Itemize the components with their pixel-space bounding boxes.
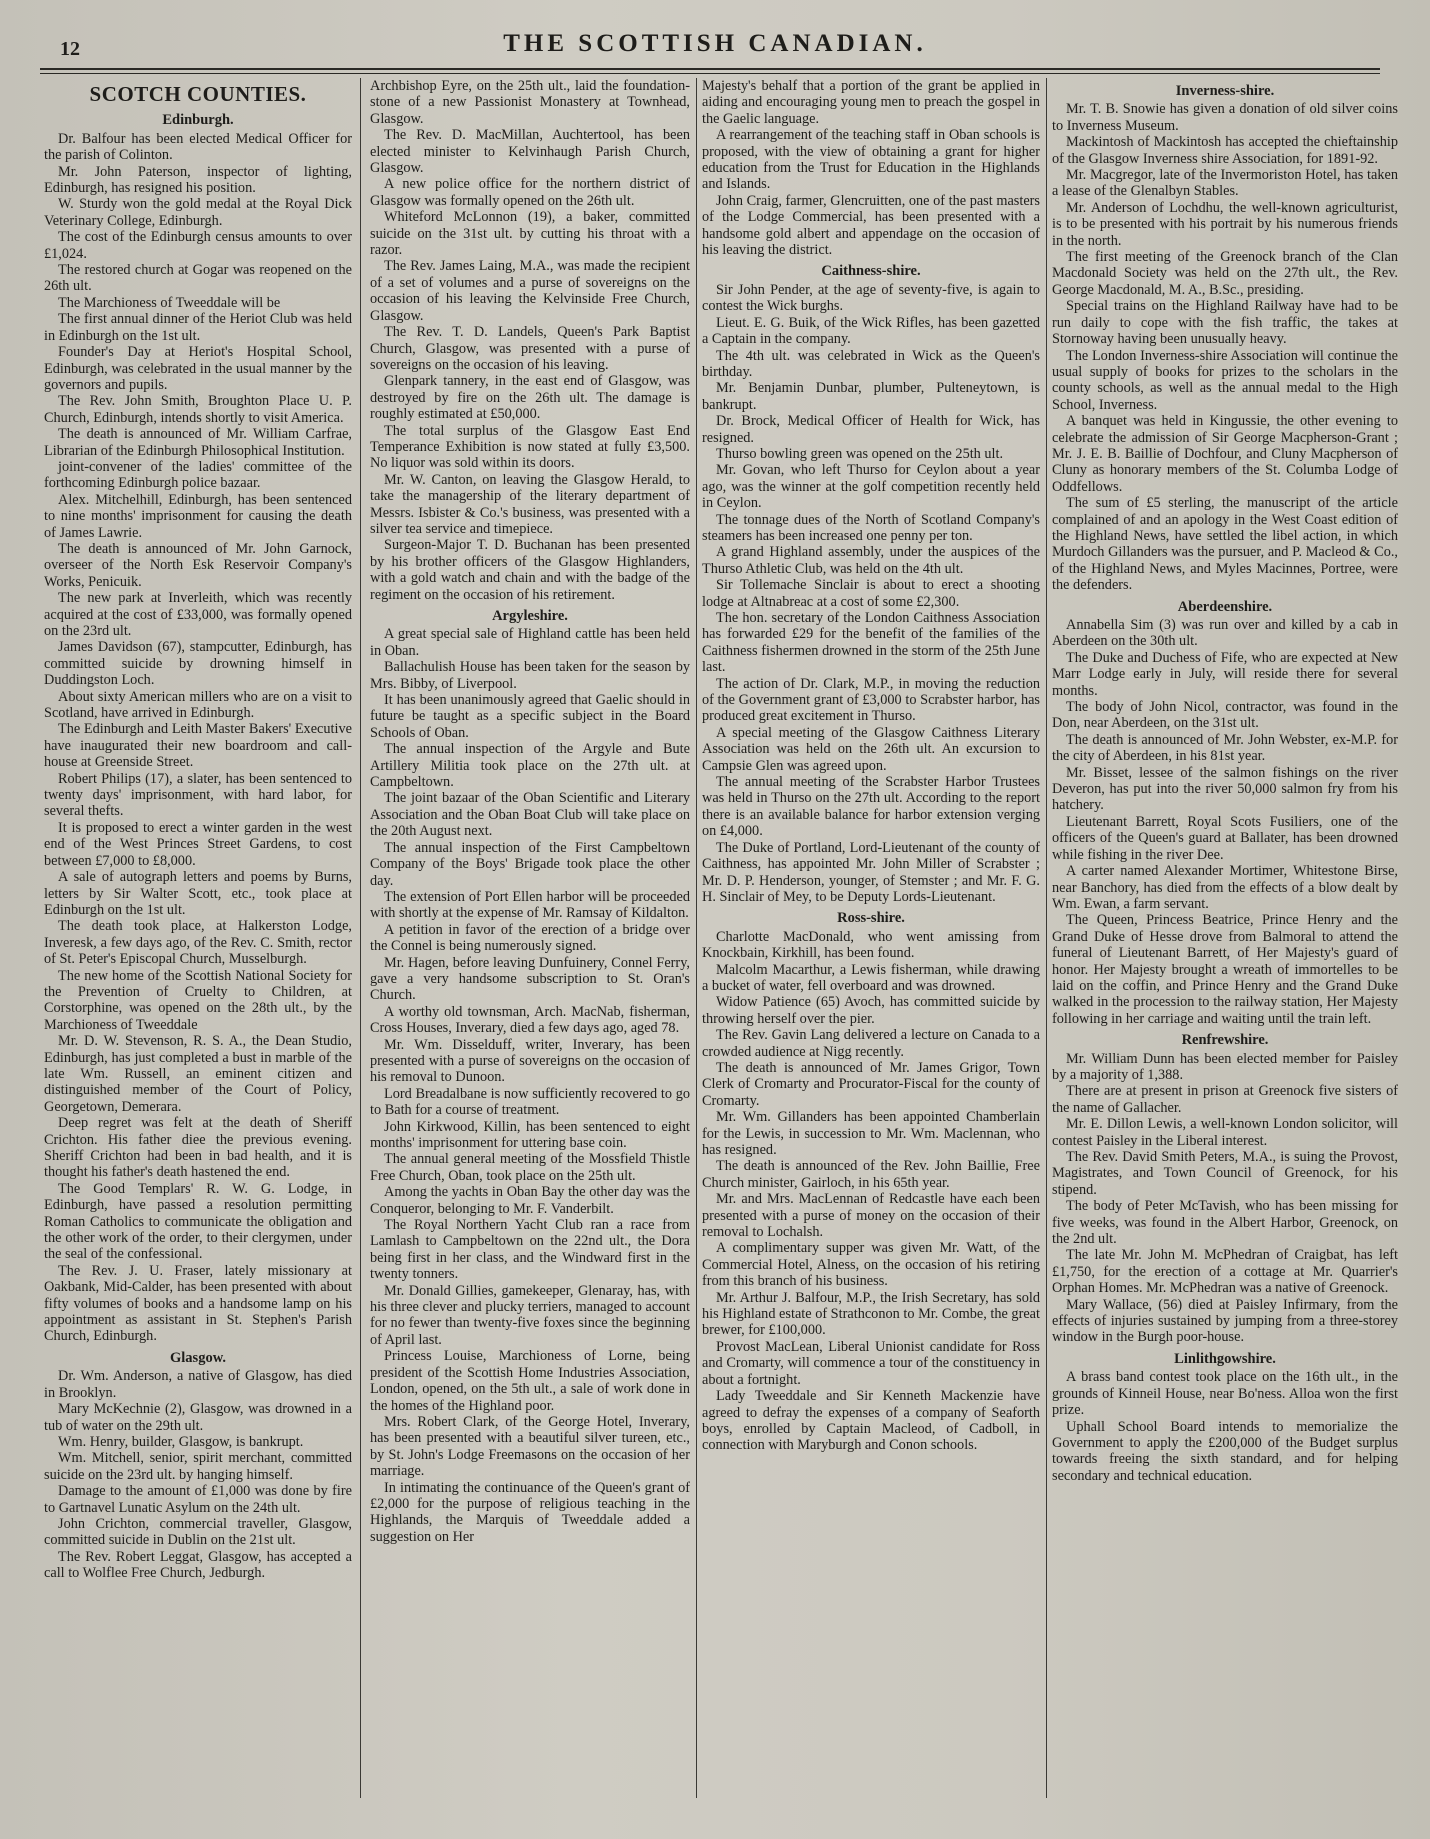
- news-item: Mr. Donald Gillies, gamekeeper, Glenaray, has, with his three clever and plucky terriers, managed to account for no fewer than twenty-five foxes since the beginning of April last.: [370, 1282, 690, 1348]
- news-item: The death took place, at Halkerston Lodge, Inveresk, a few days ago, of the Rev. C. Smith, rector of St. Peter's Episcopal Church, Musselburgh.: [44, 918, 352, 968]
- news-item: Sir John Pender, at the age of seventy-five, is again to contest the Wick burghs.: [702, 281, 1040, 315]
- news-item: A petition in favor of the erection of a bridge over the Connel is being numerously signed.: [370, 921, 690, 955]
- news-item: Charlotte MacDonald, who went amissing from Knockbain, Kirkhill, has been found.: [702, 928, 1040, 962]
- news-item: Alex. Mitchelhill, Edinburgh, has been sentenced to nine months' imprisonment for causing the death of James Lawrie.: [44, 491, 352, 541]
- news-item: Mr. Wm. Disselduff, writer, Inverary, has been presented with a purse of sovereigns on the occasion of his removal to Dunoon.: [370, 1036, 690, 1086]
- news-item: About sixty American millers who are on a visit to Scotland, have arrived in Edinburgh.: [44, 688, 352, 722]
- news-item: The Edinburgh and Leith Master Bakers' Executive have inaugurated their new boardroom and call-house at Greenside Street.: [44, 721, 352, 771]
- county-heading: Glasgow.: [170, 1349, 226, 1366]
- news-item: Mr. E. Dillon Lewis, a well-known London solicitor, will contest Paisley in the Liberal interest.: [1052, 1116, 1398, 1149]
- news-item: Lord Breadalbane is now sufficiently recovered to go to Bath for a course of treatment.: [370, 1085, 690, 1119]
- news-item: John Crichton, commercial traveller, Glasgow, committed suicide in Dublin on the 21st ult.: [44, 1515, 352, 1549]
- news-item: Lady Tweeddale and Sir Kenneth Mackenzie have agreed to defray the expenses of a company of Seaforth boys, enrolled by Captain Macleod, of Cadboll, in connection with Maryburgh and Conon schools.: [702, 1388, 1040, 1454]
- news-item: Founder's Day at Heriot's Hospital School, Edinburgh, was celebrated in the usual manner by the governors and pupils.: [44, 344, 352, 393]
- county-heading: Aberdeenshire.: [1177, 598, 1273, 615]
- page-number: 12: [60, 38, 80, 60]
- news-item: The body of Peter McTavish, who has been missing for five weeks, was found in the Albert Harbor, Greenock, on the 2nd ult.: [1052, 1198, 1398, 1248]
- masthead-title: THE SCOTTISH CANADIAN.: [503, 30, 927, 57]
- header-rule: [40, 68, 1380, 70]
- column-divider: [696, 78, 697, 1798]
- news-item: A special meeting of the Glasgow Caithness Literary Association was held on the 26th ult. An excursion to Campsie Glen was agreed upon.: [702, 724, 1040, 774]
- news-item: The Rev. Robert Leggat, Glasgow, has accepted a call to Wolflee Free Church, Jedburgh.: [44, 1548, 352, 1582]
- news-item: The London Inverness-shire Association will continue the usual supply of books for prizes to the scholars in the county schools, as well as the annual medal to the High School, Inverness.: [1052, 347, 1398, 413]
- news-item: The extension of Port Ellen harbor will be proceeded with shortly at the expense of Mr. Ramsay of Kildalton.: [370, 888, 690, 922]
- news-item: The tonnage dues of the North of Scotland Company's steamers has been increased one penny per ton.: [702, 511, 1040, 544]
- news-item: Majesty's behalf that a portion of the grant be applied in aiding and encouraging young men to preach the gospel in the Gaelic language.: [702, 78, 1040, 127]
- news-item: The first annual dinner of the Heriot Club was held in Edinburgh on the 1st ult.: [44, 311, 352, 344]
- news-item: Provost MacLean, Liberal Unionist candidate for Ross and Cromarty, will commence a tour of the constituency in about a fortnight.: [702, 1338, 1040, 1388]
- news-item: Mr. Bisset, lessee of the salmon fishings on the river Deveron, has put into the river 50,000 salmon fry from his hatchery.: [1052, 764, 1398, 814]
- news-item: Dr. Balfour has been elected Medical Officer for the parish of Colinton.: [44, 130, 352, 164]
- news-item: Special trains on the Highland Railway have had to be run daily to cope with the fish traffic, the takes at Stornoway having been unusually heavy.: [1052, 298, 1398, 348]
- news-item: Deep regret was felt at the death of Sheriff Crichton. His father diee the previous evening. Sheriff Crichton had been in bad health, and it is thought his father's death hastened the end.: [44, 1115, 352, 1181]
- news-item: A sale of autograph letters and poems by Burns, letters by Sir Walter Scott, etc., took place at Edinburgh on the 1st ult.: [44, 869, 352, 918]
- news-item: Annabella Sim (3) was run over and killed by a cab in Aberdeen on the 30th ult.: [1052, 617, 1398, 650]
- news-item: The Rev. James Laing, M.A., was made the recipient of a set of volumes and a purse of sovereigns on the occasion of his leaving the Kelvinside Free Church, Glasgow.: [370, 258, 690, 324]
- county-heading: Inverness-shire.: [1175, 83, 1275, 99]
- news-item: The death is announced of Mr. William Carfrae, Librarian of the Edinburgh Philosophical Institution.: [44, 426, 352, 459]
- news-item: Wm. Mitchell, senior, spirit merchant, committed suicide on the 23rd ult. by hanging himself.: [44, 1450, 352, 1483]
- news-item: The annual meeting of the Scrabster Harbor Trustees was held in Thurso on the 27th ult. According to the report there is an available balance for harbor extension verging on £4,000.: [702, 774, 1040, 840]
- news-item: Whiteford McLonnon (19), a baker, committed suicide on the 31st ult. by cutting his throat with a razor.: [370, 209, 690, 259]
- column-divider: [1046, 78, 1047, 1798]
- news-item: Mr. Benjamin Dunbar, plumber, Pulteneytown, is bankrupt.: [702, 380, 1040, 413]
- column-1: [44, 78, 352, 1798]
- news-item: The total surplus of the Glasgow East End Temperance Exhibition is now stated at fully £3,500. No liquor was sold within its doors.: [370, 422, 690, 472]
- news-item: John Kirkwood, Killin, has been sentenced to eight months' imprisonment for uttering base coin.: [370, 1118, 690, 1151]
- news-item: A great special sale of Highland cattle has been held in Oban.: [370, 626, 690, 659]
- county-heading: Caithness-shire.: [821, 263, 921, 280]
- news-item: The sum of £5 sterling, the manuscript of the article complained of and an apology in the West Coast edition of the Highland News, have settled the libel action, in which Murdoch Gillanders was the pursuer, and P. Macleod & Co., of the Highland News, and Myles Macinnes, Portree, were the defenders.: [1052, 495, 1398, 594]
- news-item: The body of John Nicol, contractor, was found in the Don, near Aberdeen, on the 31st ult.: [1052, 699, 1398, 732]
- news-item: Among the yachts in Oban Bay the other day was the Conqueror, belonging to Mr. F. Vanderbilt.: [370, 1184, 690, 1217]
- news-item: The annual general meeting of the Mossfield Thistle Free Church, Oban, took place on the 25th ult.: [370, 1151, 690, 1184]
- news-item: The cost of the Edinburgh census amounts to over £1,024.: [44, 229, 352, 262]
- news-item: The death is announced of Mr. John Webster, ex-M.P. for the city of Aberdeen, in his 81st year.: [1052, 731, 1398, 765]
- news-item: The death is announced of Mr. James Grigor, Town Clerk of Cromarty and Procurator-Fiscal for the county of Cromarty.: [702, 1059, 1040, 1109]
- news-item: Widow Patience (65) Avoch, has committed suicide by throwing herself over the pier.: [702, 994, 1040, 1027]
- news-item: The death is announced of Mr. John Garnock, overseer of the North Esk Reservoir Company's Works, Penicuik.: [44, 540, 352, 590]
- news-item: A grand Highland assembly, under the auspices of the Thurso Athletic Club, was held on the 4th ult.: [702, 544, 1040, 577]
- news-item: The Royal Northern Yacht Club ran a race from Lamlash to Campbeltown on the 22nd ult., the Dora being first in her class, and the Windward first in the twenty tonners.: [370, 1217, 690, 1283]
- news-item: Mr. and Mrs. MacLennan of Redcastle have each been presented with a purse of money on the occasion of their removal to Lochalsh.: [702, 1191, 1040, 1241]
- news-item: Damage to the amount of £1,000 was done by fire to Gartnavel Lunatic Asylum on the 24th ult.: [44, 1483, 352, 1516]
- news-item: The hon. secretary of the London Caithness Association has forwarded £29 for the benefit of the families of the Caithness fishermen drowned in the storm of the 25th June last.: [702, 610, 1040, 676]
- news-item: Malcolm Macarthur, a Lewis fisherman, while drawing a bucket of water, fell overboard and was drowned.: [702, 961, 1040, 994]
- news-item: Glenpark tannery, in the east end of Glasgow, was destroyed by fire on the 26th ult. The damage is roughly estimated at £50,000.: [370, 373, 690, 423]
- news-item: Sir Tollemache Sinclair is about to erect a shooting lodge at Altnabreac at a cost of some £2,300.: [702, 577, 1040, 610]
- column-2: [370, 78, 690, 1798]
- news-item: The 4th ult. was celebrated in Wick as the Queen's birthday.: [702, 347, 1040, 380]
- news-item: Mr. Anderson of Lochdhu, the well-known agriculturist, is to be presented with his portrait by his numerous friends in the north.: [1052, 199, 1398, 249]
- news-item: A brass band contest took place on the 16th ult., in the grounds of Kinneil House, near Bo'ness. Alloa won the first prize.: [1052, 1369, 1398, 1419]
- news-item: Mr. Macgregor, late of the Invermoriston Hotel, has taken a lease of the Glenalbyn Stables.: [1052, 167, 1398, 200]
- column-3: [702, 78, 1040, 1798]
- news-item: The death is announced of the Rev. John Baillie, Free Church minister, Gairloch, in his 65th year.: [702, 1158, 1040, 1191]
- news-item: Ballachulish House has been taken for the season by Mrs. Bibby, of Liverpool.: [370, 659, 690, 692]
- news-item: Dr. Wm. Anderson, a native of Glasgow, has died in Brooklyn.: [44, 1368, 352, 1401]
- news-item: W. Sturdy won the gold medal at the Royal Dick Veterinary College, Edinburgh.: [44, 196, 352, 229]
- news-item: Mackintosh of Mackintosh has accepted the chieftainship of the Glasgow Inverness shire Association, for 1891-92.: [1052, 134, 1398, 167]
- county-heading: Ross-shire.: [837, 910, 905, 927]
- column-divider: [360, 78, 361, 1798]
- news-item: In intimating the continuance of the Queen's grant of £2,000 for the purpose of religious teaching in the Highlands, the Marquis of Tweeddale added a suggestion on Her: [370, 1479, 690, 1545]
- news-item: Lieutenant Barrett, Royal Scots Fusiliers, one of the officers of the Queen's guard at Ballater, has been drowned while fishing in the river Dee.: [1052, 813, 1398, 863]
- news-item: Mary Wallace, (56) died at Paisley Infirmary, from the effects of injuries sustained by jumping from a three-storey window in the Burgh poor-house.: [1052, 1296, 1398, 1346]
- news-item: The Rev. T. D. Landels, Queen's Park Baptist Church, Glasgow, was presented with a purse of sovereigns on the occasion of his leaving.: [370, 324, 690, 373]
- news-item: joint-convener of the ladies' committee of the forthcoming Edinburgh police bazaar.: [44, 458, 352, 492]
- news-item: The Rev. D. MacMillan, Auchtertool, has been elected minister to Kelvinhaugh Parish Church, Glasgow.: [370, 127, 690, 177]
- section-title: SCOTCH COUNTIES.: [89, 82, 307, 106]
- news-item: Mr. Hagen, before leaving Dunfuinery, Connel Ferry, gave a very handsome subscription to St. Oran's Church.: [370, 954, 690, 1004]
- news-item: It is proposed to erect a winter garden in the west end of the West Princes Street Gardens, to cost between £7,000 to £8,000.: [44, 819, 352, 869]
- news-item: The new park at Inverleith, which was recently acquired at the cost of £33,000, was formally opened on the 23rd ult.: [44, 590, 352, 639]
- news-item: Dr. Brock, Medical Officer of Health for Wick, has resigned.: [702, 413, 1040, 446]
- news-item: The first meeting of the Greenock branch of the Clan Macdonald Society was held on the 27th ult., the Rev. George Macdonald, M. A., B.Sc., presiding.: [1052, 249, 1398, 298]
- news-item: A new police office for the northern district of Glasgow was formally opened on the 26th ult.: [370, 176, 690, 209]
- news-item: Thurso bowling green was opened on the 25th ult.: [716, 445, 1004, 462]
- news-item: A rearrangement of the teaching staff in Oban schools is proposed, with the view of obtaining a grant for higher education from the Trust for Education in the Highlands and Islands.: [702, 127, 1040, 193]
- news-item: Mary McKechnie (2), Glasgow, was drowned in a tub of water on the 29th ult.: [44, 1401, 352, 1434]
- news-item: A complimentary supper was given Mr. Watt, of the Commercial Hotel, Alness, on the occasion of his retiring from this branch of his business.: [702, 1240, 1040, 1290]
- news-item: The new home of the Scottish National Society for the Prevention of Cruelty to Children, at Corstorphine, was opened on the 28th ult., by the Marchioness of Tweeddale: [44, 967, 352, 1033]
- news-item: James Davidson (67), stampcutter, Edinburgh, has committed suicide by drowning himself in Duddingston Loch.: [44, 639, 352, 689]
- news-item: Mr. Wm. Gillanders has been appointed Chamberlain for the Lewis, in succession to Mr. Wm. Maclennan, who has resigned.: [702, 1109, 1040, 1158]
- news-item: Mr. William Dunn has been elected member for Paisley by a majority of 1,388.: [1052, 1050, 1398, 1083]
- news-item: The Marchioness of Tweeddale will be: [58, 294, 281, 311]
- news-item: The Rev. John Smith, Broughton Place U. P. Church, Edinburgh, intends shortly to visit America.: [44, 393, 352, 426]
- county-heading: Linlithgowshire.: [1174, 1350, 1276, 1367]
- news-item: The Duke of Portland, Lord-Lieutenant of the county of Caithness, has appointed Mr. John Miller of Scrabster ; Mr. D. P. Henderson, younger, of Stemster ; and Mr. F. G. H. Sinclair of Mey, to be Deputy Lords-Lieutenant.: [702, 839, 1040, 905]
- news-item: Surgeon-Major T. D. Buchanan has been presented by his brother officers of the Glasgow Highlanders, with a gold watch and chain and with the badge of the regiment on the occasion of his retirement.: [370, 537, 690, 603]
- news-item: The annual inspection of the Argyle and Bute Artillery Militia took place on the 27th ult. at Campbeltown.: [370, 741, 690, 791]
- news-item: The Rev. J. U. Fraser, lately missionary at Oakbank, Mid-Calder, has been presented with about fifty volumes of books and a handsome lamp on his appointment as assistant in St. Stephen's Parish Church, Edinburgh.: [44, 1262, 352, 1345]
- news-item: The Rev. David Smith Peters, M.A., is suing the Provost, Magistrates, and Town Council of Greenock, for his stipend.: [1052, 1149, 1398, 1198]
- news-item: Uphall School Board intends to memorialize the Government to apply the £200,000 of the Budget surplus towards freeing the sixth standard, and for helping secondary and technical education.: [1052, 1418, 1398, 1484]
- column-4: [1052, 78, 1398, 1798]
- news-item: The late Mr. John M. McPhedran of Craigbat, has left £1,750, for the erection of a cottage at Mr. Quarrier's Orphan Homes. Mr. McPhedran was a native of Greenock.: [1052, 1247, 1398, 1297]
- news-item: The action of Dr. Clark, M.P., in moving the reduction of the Government grant of £3,000 to Scrabster harbor, has produced great excitement in Thurso.: [702, 675, 1040, 725]
- news-item: There are at present in prison at Greenock five sisters of the name of Gallacher.: [1052, 1083, 1398, 1116]
- news-item: It has been unanimously agreed that Gaelic should in future be taught as a specific subject in the Board Schools of Oban.: [370, 692, 690, 741]
- news-item: A carter named Alexander Mortimer, Whitestone Birse, near Banchory, has died from the effects of a blow dealt by Wm. Ewan, a farm servant.: [1052, 863, 1398, 912]
- news-item: Mr. T. B. Snowie has given a donation of old silver coins to Inverness Museum.: [1052, 101, 1398, 134]
- news-item: Robert Philips (17), a slater, has been sentenced to twenty days' imprisonment, with hard labor, for several thefts.: [44, 770, 352, 820]
- header-rule-thin: [40, 73, 1380, 74]
- news-item: Lieut. E. G. Buik, of the Wick Rifles, has been gazetted a Captain in the company.: [702, 314, 1040, 348]
- news-item: The Queen, Princess Beatrice, Prince Henry and the Grand Duke of Hesse drove from Balmoral to attend the funeral of Lieutenant Barrett, of Her Majesty's guard of honor. Her Majesty brought a wreath of immortelles to be laid on the coffin, and Prince Henry and the Grand Duke walked in the procession to the railway station, Her Majesty following in her carriage and waiting until the train left.: [1052, 912, 1398, 1027]
- news-item: The annual inspection of the First Campbeltown Company of the Boys' Brigade took place the other day.: [370, 839, 690, 889]
- news-item: The joint bazaar of the Oban Scientific and Literary Association and the Oban Boat Club will take place on the 20th August next.: [370, 790, 690, 840]
- news-item: John Craig, farmer, Glencruitten, one of the past masters of the Lodge Commercial, has been presented with a handsome gold albert and appendage on the occasion of his leaving the district.: [702, 192, 1040, 259]
- news-item: Princess Louise, Marchioness of Lorne, being president of the Scottish Home Industries Association, London, opened, on the 5th ult., a sale of work done in the homes of the Highland poor.: [370, 1348, 690, 1414]
- news-item: The restored church at Gogar was reopened on the 26th ult.: [44, 262, 352, 295]
- news-item: Mr. Arthur J. Balfour, M.P., the Irish Secretary, has sold his Highland estate of Strathconon to Mr. Combe, the great brewer, for £100,000.: [702, 1289, 1040, 1339]
- news-item: The Duke and Duchess of Fife, who are expected at New Marr Lodge early in July, will reside there for several months.: [1052, 649, 1398, 699]
- news-item: A worthy old townsman, Arch. MacNab, fisherman, Cross Houses, Inverary, died a few days ago, aged 78.: [370, 1003, 690, 1037]
- news-item: Mr. W. Canton, on leaving the Glasgow Herald, to take the managership of the literary department of Messrs. Isbister & Co.'s business, was presented with a silver tea service and timepiece.: [370, 471, 690, 537]
- county-heading: Renfrewshire.: [1181, 1032, 1269, 1049]
- page-header: [40, 22, 1390, 62]
- county-heading: Argyleshire.: [492, 608, 568, 624]
- news-item: Wm. Henry, builder, Glasgow, is bankrupt.: [58, 1433, 304, 1450]
- news-item: The Rev. Gavin Lang delivered a lecture on Canada to a crowded audience at Nigg recently.: [702, 1027, 1040, 1060]
- news-item: Mr. Govan, who left Thurso for Ceylon about a year ago, was the winner at the golf competition recently held in Ceylon.: [702, 462, 1040, 512]
- news-item: Mr. John Paterson, inspector of lighting, Edinburgh, has resigned his position.: [44, 163, 352, 197]
- county-heading: Edinburgh.: [162, 112, 234, 129]
- news-item: Archbishop Eyre, on the 25th ult., laid the foundation-stone of a new Passionist Monastery at Townhead, Glasgow.: [370, 78, 690, 127]
- news-item: Mrs. Robert Clark, of the George Hotel, Inverary, has been presented with a beautiful silver tureen, etc., by St. John's Lodge Freemasons on the occasion of her marriage.: [370, 1413, 690, 1480]
- news-item: Mr. D. W. Stevenson, R. S. A., the Dean Studio, Edinburgh, has just completed a bust in marble of the late Wm. Russell, an eminent citizen and distinguished member of the Court of Policy, Georgetown, Demerara.: [44, 1033, 352, 1115]
- news-item: The Good Templars' R. W. G. Lodge, in Edinburgh, have passed a resolution permitting Roman Catholics to communicate the obligation and the other work of the order, to their clergymen, under the seal of the confessional.: [44, 1180, 352, 1263]
- news-item: A banquet was held in Kingussie, the other evening to celebrate the admission of Sir George Macpherson-Grant ; Mr. J. E. B. Baillie of Dochfour, and Cluny Macpherson of Cluny as honorary members of the St. Columba Lodge of Oddfellows.: [1052, 413, 1398, 495]
